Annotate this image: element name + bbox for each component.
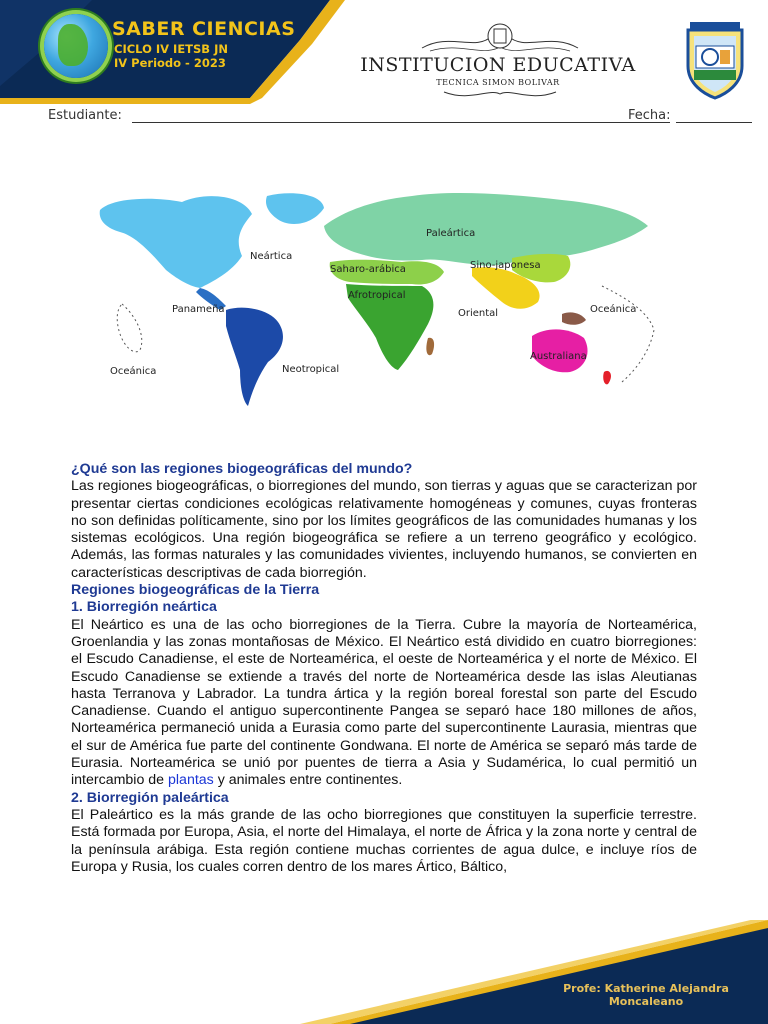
plantas-link[interactable]: plantas [168, 772, 214, 789]
palearctic-region [324, 193, 648, 266]
label-sino-japanese: Sino-japonesa [470, 260, 541, 271]
label-oriental: Oriental [458, 308, 499, 319]
nearctic-region [100, 196, 252, 288]
greenland-shape [266, 193, 324, 224]
label-australian: Australiana [530, 351, 587, 362]
biogeographic-world-map [92, 186, 660, 412]
date-field[interactable] [676, 122, 752, 123]
institution-title: INSTITUCION EDUCATIVA [360, 54, 636, 76]
nearctic-text-b: y animales entre continentes. [217, 772, 403, 789]
period-line: IV Periodo - 2023 [114, 56, 226, 70]
nearctic-heading: 1. Biorregión neártica [71, 599, 217, 616]
teacher-line-2: Moncaleano [608, 995, 684, 1008]
new-zealand-shape [603, 371, 611, 384]
date-label: Fecha: [628, 108, 671, 123]
footer-banner [0, 920, 768, 1024]
label-oceanic-right: Oceánica [590, 304, 637, 315]
palearctic-heading: 2. Biorregión paleártica [71, 789, 229, 806]
oceanic-left-outline [117, 304, 142, 352]
institution-subtitle: TECNICA SIMON BOLIVAR [436, 78, 560, 87]
nearctic-text-a: El Neártico es una de las ocho biorregiones de la Tierra. Cubre la mayoría de Norteamérica, Groenlandia y las zonas montañosas de México. El Neártico está dividido en cuatro biorregiones: el Escudo Canadiense, el este de Norteamérica, el oeste de Norteamérica y el norte de México. El Escudo Canadiense se extiende a través del norte de Norteamérica desde las islas Aleutianas hasta Terranova y Labrador. La tundra ártica y la región boreal forestal son parte del Escudo Canadiense. Cuando el antiguo supercontinente Pangea se separó hace 180 millones de años, Norteamérica permaneció unida a Eurasia como parte del supercontinente Laurasia, mientras que el sur de América fue parte del continente Gondwana. El norte de América se separó más tarde de Eurasia. Norteamérica se unió por puentes de tierra a Asia y Sudamérica, lo cual permitió un intercambio de [71, 616, 697, 789]
cycle-info [114, 42, 228, 70]
nearctic-paragraph [71, 617, 697, 790]
program-title: SABER CIENCIAS [112, 18, 296, 40]
oceanic-right-outline [602, 286, 654, 382]
label-afrotropical: Afrotropical [348, 290, 406, 301]
palearctic-paragraph: El Paleártico es la más grande de las ocho biorregiones que constituyen la superficie terrestre. Está formada por Europa, Asia, el norte del Himalaya, el norte de África y la zona norte y central de la península arábiga. Esta región contiene muchas corrientes de agua dulce, e incluye ríos de Europa y Rusia, los cuales corren dentro de los mares Ártico, Báltico, [71, 806, 697, 875]
neotropical-region [226, 308, 283, 406]
student-label: Estudiante: [48, 108, 122, 123]
globe-land-shape [58, 24, 88, 66]
teacher-name [548, 982, 744, 1008]
teacher-line-1: Profe: Katherine Alejandra [563, 982, 729, 995]
cycle-line: CICLO IV IETSB JN [114, 42, 228, 56]
madagascar-shape [426, 338, 434, 356]
student-row [48, 106, 752, 128]
label-panamena: Panameña [172, 304, 225, 315]
student-name-field[interactable] [132, 122, 670, 123]
label-neotropical: Neotropical [282, 364, 340, 375]
label-nearctic: Neártica [250, 251, 293, 262]
oceanic-region [562, 312, 586, 324]
school-crest-icon [682, 20, 748, 100]
question-paragraph: Las regiones biogeográficas, o biorregiones del mundo, son tierras y aguas que se caracterizan por presentar ciertas condiciones ecológicas relativamente homogéneas y comunes, cuyas fronteras no son definidas políticamente, sino por los límites geográficos de las comunidades humanas y los sistemas ecológicos. Una región biogeográfica se refiere a un terreno geográfico y ecológico. Además, las formas naturales y las comunidades vivientes, incluyendo humanos, se convierten en características descriptivas de cada biorregión. [71, 478, 697, 581]
label-palearctic: Paleártica [426, 228, 476, 239]
label-saharo-arabian: Saharo-arábica [330, 264, 406, 275]
label-oceanic-left: Oceánica [110, 366, 157, 377]
article-body [71, 461, 697, 876]
question-heading: ¿Qué son las regiones biogeográficas del mundo? [71, 461, 413, 477]
regions-heading: Regiones biogeográficas de la Tierra [71, 582, 320, 599]
ornament-top-icon [420, 22, 580, 54]
ornament-bottom-icon [440, 88, 560, 100]
